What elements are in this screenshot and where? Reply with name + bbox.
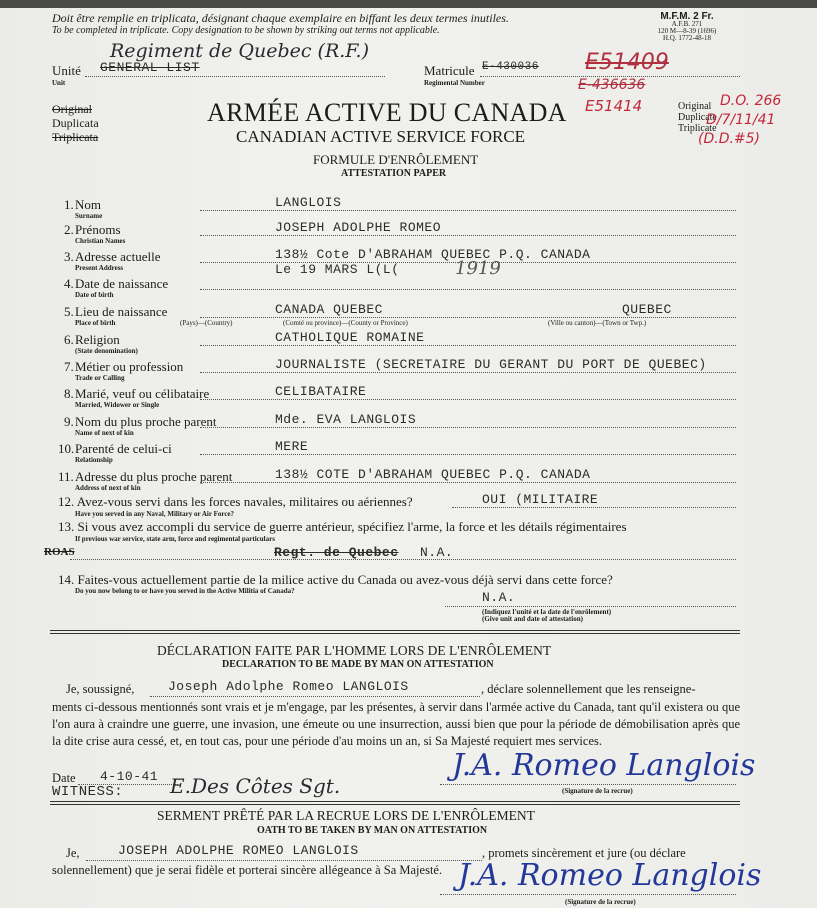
date-label: Date <box>52 771 76 785</box>
field-sublabel: Date of birth <box>75 291 114 299</box>
field-value: Mde. EVA LANGLOIS <box>275 412 417 427</box>
field-label: Métier ou profession <box>75 359 184 374</box>
sublabel-country: (Pays)—(Country) <box>180 319 233 327</box>
copy-duplicata: Duplicata <box>52 116 99 130</box>
declaration-je: Je, soussigné, <box>66 682 135 696</box>
unit-handwritten: Regiment de Quebec (R.F.) <box>110 40 369 62</box>
declaration-text-2: ments ci-dessous mentionnés sont vrais et je m'engage, par les présentes, à servir dans l'armée active du Canada, tant qu'il existera ou que l'on aura à craindre une guerre, une invasion, une émeute ou une insurrection, aussi bien que pour la période de démobilisation après que la dite crise aura cessé, et, en tout cas, pour une période d'au moins un an, si Sa Majesté requiert mes services. <box>52 700 740 748</box>
field-dots <box>200 399 736 400</box>
q12-sublabel: Have you served in any Naval, Military or Air Force? <box>75 510 235 518</box>
date-value: 4-10-41 <box>100 769 159 784</box>
field-value: JOSEPH ADOLPHE ROMEO <box>275 220 442 235</box>
matricule-label: Matricule <box>424 63 475 78</box>
red-note: D/7/11/41 <box>706 112 776 128</box>
field-number: 1. <box>64 197 74 212</box>
q13-number: 13. <box>58 519 75 534</box>
field-sublabel: Relationship <box>75 456 113 464</box>
field-number: 8. <box>64 386 74 401</box>
sublabel-town: (Ville ou canton)—(Town or Twp.) <box>548 319 647 327</box>
field-label: Nom <box>75 197 101 212</box>
field-sublabel: Married, Widower or Single <box>75 401 160 409</box>
matricule-hand-1: E51409 <box>585 50 669 75</box>
field-value: CATHOLIQUE ROMAINE <box>275 330 425 345</box>
field-sublabel: Present Address <box>75 264 124 272</box>
field-dots <box>200 289 736 290</box>
section-divider <box>50 630 740 634</box>
copy-original: Original <box>52 102 92 116</box>
q14-note-fr: (Indiquez l'unité et la date de l'enrôlement) <box>482 608 612 616</box>
field-label: Adresse du plus proche parent <box>75 469 233 484</box>
matricule-typed: E-430036 <box>482 61 539 73</box>
field-number: 3. <box>64 249 74 264</box>
field-number: 9. <box>64 414 74 429</box>
form-code <box>652 12 722 42</box>
form-title-en: ATTESTATION PAPER <box>341 168 447 179</box>
declaration-title-fr: DÉCLARATION FAITE PAR L'HOMME LORS DE L'ENRÔLEMENT <box>157 643 552 658</box>
q14-label <box>58 572 613 588</box>
q13-value: N.A. <box>420 545 454 560</box>
declaration-name: Joseph Adolphe Romeo LANGLOIS <box>168 679 409 694</box>
unit-label: Unité <box>52 63 81 78</box>
oath-signature: J.A. Romeo Langlois <box>458 858 762 893</box>
field-sublabel: Place of birth <box>75 319 116 327</box>
red-note: (D.D.#5) <box>698 131 761 147</box>
field-sublabel: (State denomination) <box>75 347 138 355</box>
field-dots <box>200 317 736 318</box>
field-value: 138½ Cote D'ABRAHAM QUEBEC P.Q. CANADA <box>275 247 591 262</box>
field-number: 7. <box>64 359 74 374</box>
copy-original: Original <box>678 101 712 112</box>
q14-note <box>482 609 611 623</box>
oath-signature-dots <box>440 894 736 895</box>
q12-label <box>58 494 413 510</box>
q14-number: 14. <box>58 572 75 587</box>
sublabel-county: (Comté ou province)—(County or Province) <box>283 319 408 327</box>
viewer-top-bar <box>0 0 817 8</box>
field-sublabel: Christian Names <box>75 237 126 245</box>
field-label: Religion <box>75 332 120 347</box>
q14-note-en: (Give unit and date of attestation) <box>482 615 583 623</box>
field-label: Marié, veuf ou célibataire <box>75 386 210 401</box>
form-code-line: H.Q. 1772-48-18 <box>662 34 712 42</box>
field-number: 11. <box>58 469 74 484</box>
field-dots <box>200 372 736 373</box>
field-value: CELIBATAIRE <box>275 384 367 399</box>
recruit-signature: J.A. Romeo Langlois <box>452 748 756 783</box>
q13-value-struck: Regt. de Quebec <box>274 545 399 560</box>
title-sub: CANADIAN ACTIVE SERVICE FORCE <box>236 127 526 146</box>
title-main: ARMÉE ACTIVE DU CANADA <box>207 98 567 127</box>
q13-label <box>58 519 627 535</box>
field-number: 6. <box>64 332 74 347</box>
matricule-hand-2: E-436636 <box>578 77 646 93</box>
form-code-line: A.F.B. 271 <box>671 20 703 28</box>
field-label: Parenté de celui-ci <box>75 441 172 456</box>
oath-text-2: solennellement) que je serai fidèle et porterai sincère allégeance à Sa Majesté. <box>52 863 443 877</box>
copy-triplicata: Triplicata <box>52 130 99 144</box>
red-notes <box>698 92 782 149</box>
section-divider <box>50 801 740 805</box>
field-sublabel: Surname <box>75 212 103 220</box>
q13-margin-struck: ROAS <box>44 546 75 558</box>
field-label: Prénoms <box>75 222 121 237</box>
witness-label: WITNESS: <box>52 784 124 800</box>
copy-duplicate: Duplicate <box>678 112 717 123</box>
field-value: LANGLOIS <box>275 195 342 210</box>
field-number: 5. <box>64 304 74 319</box>
witness-signature: E.Des Côtes Sgt. <box>170 774 341 798</box>
q14-sublabel: Do you now belong to or have you served in the Active Militia of Canada? <box>75 587 295 595</box>
red-note: D.O. 266 <box>720 93 782 109</box>
oath-name-dots <box>86 860 482 861</box>
unit-dots <box>85 76 385 77</box>
q14-text: Faites-vous actuellement partie de la milice active du Canada ou avez-vous déjà servi dans cette force? <box>77 572 613 587</box>
field-sublabel: Address of next of kin <box>75 484 141 492</box>
field-number: 4. <box>64 276 74 291</box>
q14-dots <box>445 606 736 607</box>
field-dots <box>200 235 736 236</box>
oath-title-fr: SERMENT PRÊTÉ PAR LA RECRUE LORS DE L'ENRÔLEMENT <box>157 808 535 823</box>
q13-sublabel: If previous war service, state arm, force and regimental particulars <box>75 535 275 543</box>
unit-sublabel: Unit <box>52 79 66 87</box>
q12-number: 12. <box>58 494 75 509</box>
declaration-text-1: , déclare solennellement que les renseigne- <box>481 682 696 696</box>
oath-name: JOSEPH ADOLPHE ROMEO LANGLOIS <box>118 843 359 858</box>
instruction-fr: Doit être remplie en triplicata, désignant chaque exemplaire en biffant les deux termes inutiles. <box>52 11 509 25</box>
declaration-title-en: DECLARATION TO BE MADE BY MAN ON ATTESTATION <box>222 659 494 670</box>
signature-caption: (Signature de la recrue) <box>562 787 633 795</box>
field-label: Lieu de naissance <box>75 304 168 319</box>
instruction-en: To be completed in triplicate. Copy designation to be shown by striking out terms not applicable. <box>52 25 440 36</box>
oath-text-1: , promets sincèrement et jure (ou déclare <box>482 846 686 860</box>
field-sublabel: Trade or Calling <box>75 374 125 382</box>
form-code-main: M.F.M. 2 Fr. <box>660 11 714 22</box>
q13-dots <box>70 559 736 560</box>
matricule-sublabel: Regimental Number <box>424 79 485 87</box>
unit-value: GENERAL LIST <box>100 60 200 75</box>
field-value: MERE <box>275 439 309 454</box>
form-title-fr: FORMULE D'ENRÔLEMENT <box>313 152 479 167</box>
q14-value: N.A. <box>482 590 516 605</box>
field-number: 10. <box>58 441 75 456</box>
field-sublabel: Name of next of kin <box>75 429 134 437</box>
field-value-handwritten: 1919 <box>455 258 501 279</box>
field-value: Le 19 MARS L(L( <box>275 262 400 277</box>
field-label: Date de naissance <box>75 276 169 291</box>
field-dots <box>200 427 736 428</box>
q12-text: Avez-vous servi dans les forces navales, militaires ou aériennes? <box>76 494 413 509</box>
copy-designation-left <box>52 102 99 144</box>
copy-triplicate: Triplicate <box>678 123 717 134</box>
field-dots <box>200 482 736 483</box>
field-value: JOURNALISTE (SECRETAIRE DU GERANT DU PORT DE QUEBEC) <box>275 357 707 372</box>
field-dots <box>200 345 736 346</box>
q13-text: Si vous avez accompli du service de guerre antérieur, spécifiez l'arme, la force et les détails régimentaires <box>77 519 627 534</box>
q12-value: OUI (MILITAIRE <box>482 492 599 507</box>
field-dots <box>200 210 736 211</box>
field-label: Adresse actuelle <box>75 249 161 264</box>
field-label: Nom du plus proche parent <box>75 414 217 429</box>
declaration-name-dots <box>150 696 480 697</box>
field-dots <box>200 454 736 455</box>
oath-title-en: OATH TO BE TAKEN BY MAN ON ATTESTATION <box>257 825 488 836</box>
oath-signature-caption: (Signature de la recrue) <box>565 898 636 906</box>
signature-dots <box>440 784 736 785</box>
field-value-town: QUEBEC <box>622 302 672 317</box>
form-code-line: 120 M—8-39 (1696) <box>657 27 717 35</box>
field-value: 138½ COTE D'ABRAHAM QUEBEC P.Q. CANADA <box>275 467 591 482</box>
field-number: 2. <box>64 222 74 237</box>
matricule-hand-3: E51414 <box>585 97 643 115</box>
oath-je: Je, <box>66 846 80 860</box>
field-value: CANADA QUEBEC <box>275 302 383 317</box>
q12-dots <box>452 507 736 508</box>
